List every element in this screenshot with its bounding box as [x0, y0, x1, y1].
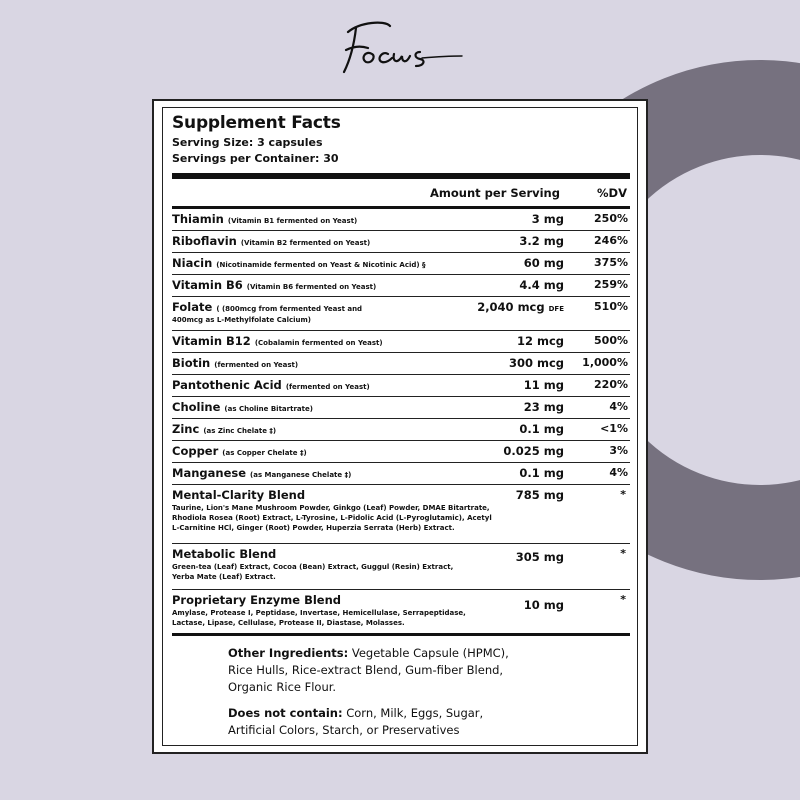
- nutrient-amount: 0.1 mg: [519, 422, 564, 436]
- nutrient-name: Vitamin B12 (Cobalamin fermented on Yeast): [172, 334, 383, 348]
- blend-ingredients-line: Green-tea (Leaf) Extract, Cocoa (Bean) Extract, Guggul (Resin) Extract,: [172, 563, 454, 571]
- blend-ingredients-line: Yerba Mate (Leaf) Extract.: [172, 573, 276, 581]
- nutrient-amount: 3 mg: [531, 212, 564, 226]
- nutrient-amount: 23 mg: [523, 400, 564, 414]
- nutrient-dv: 4%: [609, 466, 628, 479]
- nutrient-row: [172, 419, 630, 441]
- nutrient-dv: 3%: [609, 444, 628, 457]
- nutrient-name: Copper (as Copper Chelate ‡): [172, 444, 307, 458]
- nutrient-dv: 1,000%: [582, 356, 628, 369]
- blend-ingredients-line: Lactase, Lipase, Cellulase, Protease II, Diastase, Molasses.: [172, 619, 405, 627]
- nutrient-name: Niacin (Nicotinamide fermented on Yeast & Nicotinic Acid) §: [172, 256, 426, 270]
- nutrient-name: Zinc (as Zinc Chelate ‡): [172, 422, 277, 436]
- nutrient-row: [172, 331, 630, 353]
- does-not-contain: Does not contain: Corn, Milk, Eggs, Sugar, Artificial Colors, Starch, or Preservatives: [228, 706, 484, 737]
- divider-thick: [172, 173, 630, 179]
- blend-dv: *: [620, 488, 626, 501]
- serving-size: Serving Size: 3 capsules: [172, 136, 323, 149]
- brand-logo: [330, 10, 470, 80]
- servings-per-container: Servings per Container: 30: [172, 152, 339, 165]
- nutrient-name: Biotin (fermented on Yeast): [172, 356, 299, 370]
- label-title: Supplement Facts: [172, 113, 341, 133]
- blend-amount: 305 mg: [515, 550, 564, 564]
- nutrient-amount: 11 mg: [523, 378, 564, 392]
- other-ingredients: Other Ingredients: Vegetable Capsule (HPMC), Rice Hulls, Rice-extract Blend, Gum-fiber Blend, Organic Rice Flour.: [228, 646, 509, 694]
- blend-dv: *: [620, 593, 626, 606]
- nutrient-row: [172, 353, 630, 375]
- blend-ingredients-line: Amylase, Protease I, Peptidase, Invertase, Hemicellulase, Serrapeptidase,: [172, 609, 466, 617]
- nutrient-dv: 259%: [594, 278, 628, 291]
- nutrient-name: Pantothenic Acid (fermented on Yeast): [172, 378, 370, 392]
- nutrient-amount: 60 mg: [523, 256, 564, 270]
- nutrient-dv: <1%: [600, 422, 628, 435]
- nutrient-dv: 510%: [594, 300, 628, 313]
- blend-name: Metabolic Blend: [172, 547, 277, 561]
- nutrient-dv: 4%: [609, 400, 628, 413]
- nutrient-dv: 375%: [594, 256, 628, 269]
- nutrient-amount: 0.025 mg: [503, 444, 564, 458]
- blend-name: Proprietary Enzyme Blend: [172, 593, 342, 607]
- blend-row: [172, 590, 630, 636]
- nutrient-amount: 12 mcg: [516, 334, 564, 348]
- blend-ingredients-line: L-Carnitine HCl, Ginger (Root) Powder, Huperzia Serrata (Herb) Extract.: [172, 524, 455, 532]
- nutrient-name: Vitamin B6 (Vitamin B6 fermented on Yeast): [172, 278, 377, 292]
- nutrient-dv: 500%: [594, 334, 628, 347]
- nutrient-dv: 246%: [594, 234, 628, 247]
- nutrient-row: [172, 375, 630, 397]
- nutrient-row: [172, 275, 630, 297]
- blend-amount: 10 mg: [523, 598, 564, 612]
- nutrient-row: [172, 397, 630, 419]
- nutrient-dv: 220%: [594, 378, 628, 391]
- nutrient-dv: 250%: [594, 212, 628, 225]
- nutrient-row: [172, 209, 630, 231]
- nutrient-row: [172, 463, 630, 485]
- blend-ingredients-line: Taurine, Lion's Mane Mushroom Powder, Ginkgo (Leaf) Powder, DMAE Bitartrate,: [172, 504, 490, 512]
- nutrient-source-line: 400mcg as L-Methylfolate Calcium): [172, 316, 311, 324]
- blend-row: [172, 544, 630, 590]
- nutrient-amount: 4.4 mg: [519, 278, 564, 292]
- amount-header: Amount per Serving: [430, 186, 560, 200]
- blend-dv: *: [620, 547, 626, 560]
- nutrient-name: Folate ( (800mcg from fermented Yeast and: [172, 300, 363, 314]
- blend-row: [172, 485, 630, 544]
- nutrient-name: Riboflavin (Vitamin B2 fermented on Yeast): [172, 234, 371, 248]
- nutrient-row: [172, 231, 630, 253]
- nutrient-row: [172, 297, 630, 331]
- blend-amount: 785 mg: [515, 488, 564, 502]
- dv-header: %DV: [597, 186, 627, 200]
- nutrient-name: Manganese (as Manganese Chelate ‡): [172, 466, 352, 480]
- blend-name: Mental-Clarity Blend: [172, 488, 306, 502]
- nutrient-amount: 0.1 mg: [519, 466, 564, 480]
- nutrient-name: Choline (as Choline Bitartrate): [172, 400, 313, 414]
- nutrient-row: [172, 441, 630, 463]
- nutrient-amount: 2,040 mcg DFE: [477, 300, 564, 314]
- nutrient-name: Thiamin (Vitamin B1 fermented on Yeast): [172, 212, 358, 226]
- nutrient-amount: 3.2 mg: [519, 234, 564, 248]
- nutrient-amount: 300 mcg: [508, 356, 564, 370]
- blend-ingredients-line: Rhodiola Rosea (Root) Extract, L-Tyrosine, L-Pidolic Acid (L-Pyroglutamic), Acetyl: [172, 514, 492, 522]
- nutrient-row: [172, 253, 630, 275]
